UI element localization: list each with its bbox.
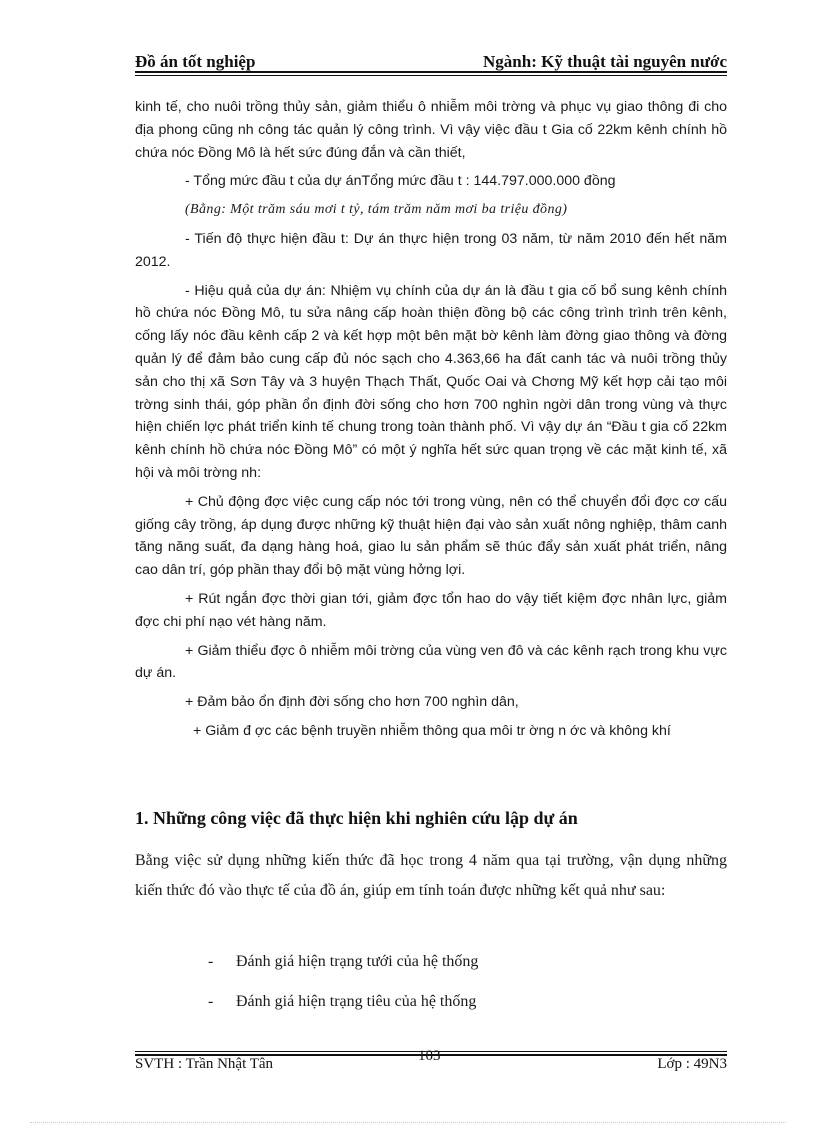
paragraph-project-effect: - Hiệu quả của dự án: Nhiệm vụ chính của dự án là đầu t gia cố bổ sung kênh chính hồ chứa nóc Đồng Mô, tu sửa nâng cấp hoàn thiện đồng bộ các công trình trình trên kênh, cống lấy nóc đầu kênh cấp 2 và kết hợp một bên mặt bờ kênh làm đờng giao thông và đờng quản lý để đảm bảo cung cấp đủ nóc sạch cho 4.363,66 ha đất canh tác và nuôi trồng thủy sản cho thị xã Sơn Tây và 3 huyện Thạch Thất, Quốc Oai và Chơng Mỹ kết hợp cải tạo môi trờng sinh thái, góp phần ổn định đời sống cho hơn 700 nghìn ngời dân trong vùng và thực hiện chiến lợc phát triển kinh tế chung trong toàn thành phố. Vì vậy dự án “Đầu t gia cố 22km kênh chính hồ chứa nóc Đồng Mô” có một ý nghĩa hết sức quan trọng về các mặt kinh tế, xã hội và môi trờng nh: — [135, 282, 727, 481]
paragraph-benefit-1: + Chủ động đợc việc cung cấp nóc tới trong vùng, nên có thể chuyển đổi đợc cơ cấu giống cây trồng, áp dụng được những kỹ thuật hiện đại vào sản xuất nông nghiệp, thâm canh tăng năng suất, đa dạng hàng hoá, giao lu sản phẩm sẽ thúc đẩy sản xuất phát triển, nâng cao dân trí, góp phần thay đổi bộ mặt vùng hởng lợi. — [135, 493, 727, 579]
page-footer — [135, 1048, 727, 1080]
bullet-text: Đánh giá hiện trạng tiêu của hệ thống — [236, 993, 477, 1010]
body-text — [135, 96, 727, 743]
paragraph-benefit-4: + Đảm bảo ổn định đời sống cho hơn 700 nghìn dân, — [185, 694, 519, 711]
header-thesis-label: Đồ án tốt nghiệp — [135, 52, 256, 71]
paragraph-amount-in-words: (Bằng: Một trăm sáu mơi t tỷ, tám trăm năm mơi ba triệu đồng) — [185, 202, 568, 218]
section-heading: 1. Những công việc đã thực hiện khi nghiên cứu lập dự án — [135, 808, 578, 828]
header-rule — [135, 71, 727, 73]
paragraph-benefit-3: + Giảm thiểu đợc ô nhiễm môi trờng của vùng ven đô và các kênh rạch trong khu vực dự án. — [135, 642, 727, 682]
paragraph-benefit-5: + Giảm đ ợc các bệnh truyền nhiễm thông qua môi tr ờng n ớc và không khí — [193, 722, 671, 739]
paragraph-intro: kinh tế, cho nuôi trồng thủy sản, giảm thiểu ô nhiễm môi trờng và phục vụ giao thông đi cho địa phong cũng nh công tác quản lý công trình. Vì vậy việc đầu t Gia cố 22km kênh chính hồ chứa nóc Đồng Mô là hết sức đúng đắn và cần thiết, — [135, 99, 727, 161]
list-item — [208, 942, 708, 982]
section-intro-text: Bằng việc sử dụng những kiến thức đã học trong 4 năm qua tại trường, vận dụng những kiến thức đó vào thực tế của đồ án, giúp em tính toán được những kết quả như sau: — [135, 852, 727, 899]
footer-student: SVTH : Trần Nhật Tân — [135, 1056, 274, 1072]
page-header — [135, 48, 727, 72]
bullet-list — [208, 942, 708, 1022]
footer-class: Lớp : 49N3 — [657, 1056, 727, 1072]
section-intro — [135, 846, 727, 906]
header-major-label: Ngành: Kỹ thuật tài nguyên nước — [483, 52, 727, 71]
paragraph-schedule: - Tiến độ thực hiện đầu t: Dự án thực hiện trong 03 năm, từ năm 2010 đến hết năm 2012. — [135, 230, 727, 270]
paragraph-benefit-2: + Rút ngắn đợc thời gian tới, giảm đợc tổn hao do vậy tiết kiệm đợc nhân lực, giảm đợc chi phí nạo vét hàng năm. — [135, 590, 727, 630]
list-item — [208, 982, 708, 1022]
bullet-dash: - — [208, 953, 214, 970]
paragraph-total-investment: - Tổng mức đầu t của dự ánTổng mức đầu t : 144.797.000.000 đồng — [185, 173, 616, 190]
bullet-text: Đánh giá hiện trạng tưới của hệ thống — [236, 953, 479, 970]
page-number: 103 — [418, 1048, 441, 1064]
bullet-dash: - — [208, 993, 214, 1010]
header-rule-thin — [135, 75, 727, 76]
